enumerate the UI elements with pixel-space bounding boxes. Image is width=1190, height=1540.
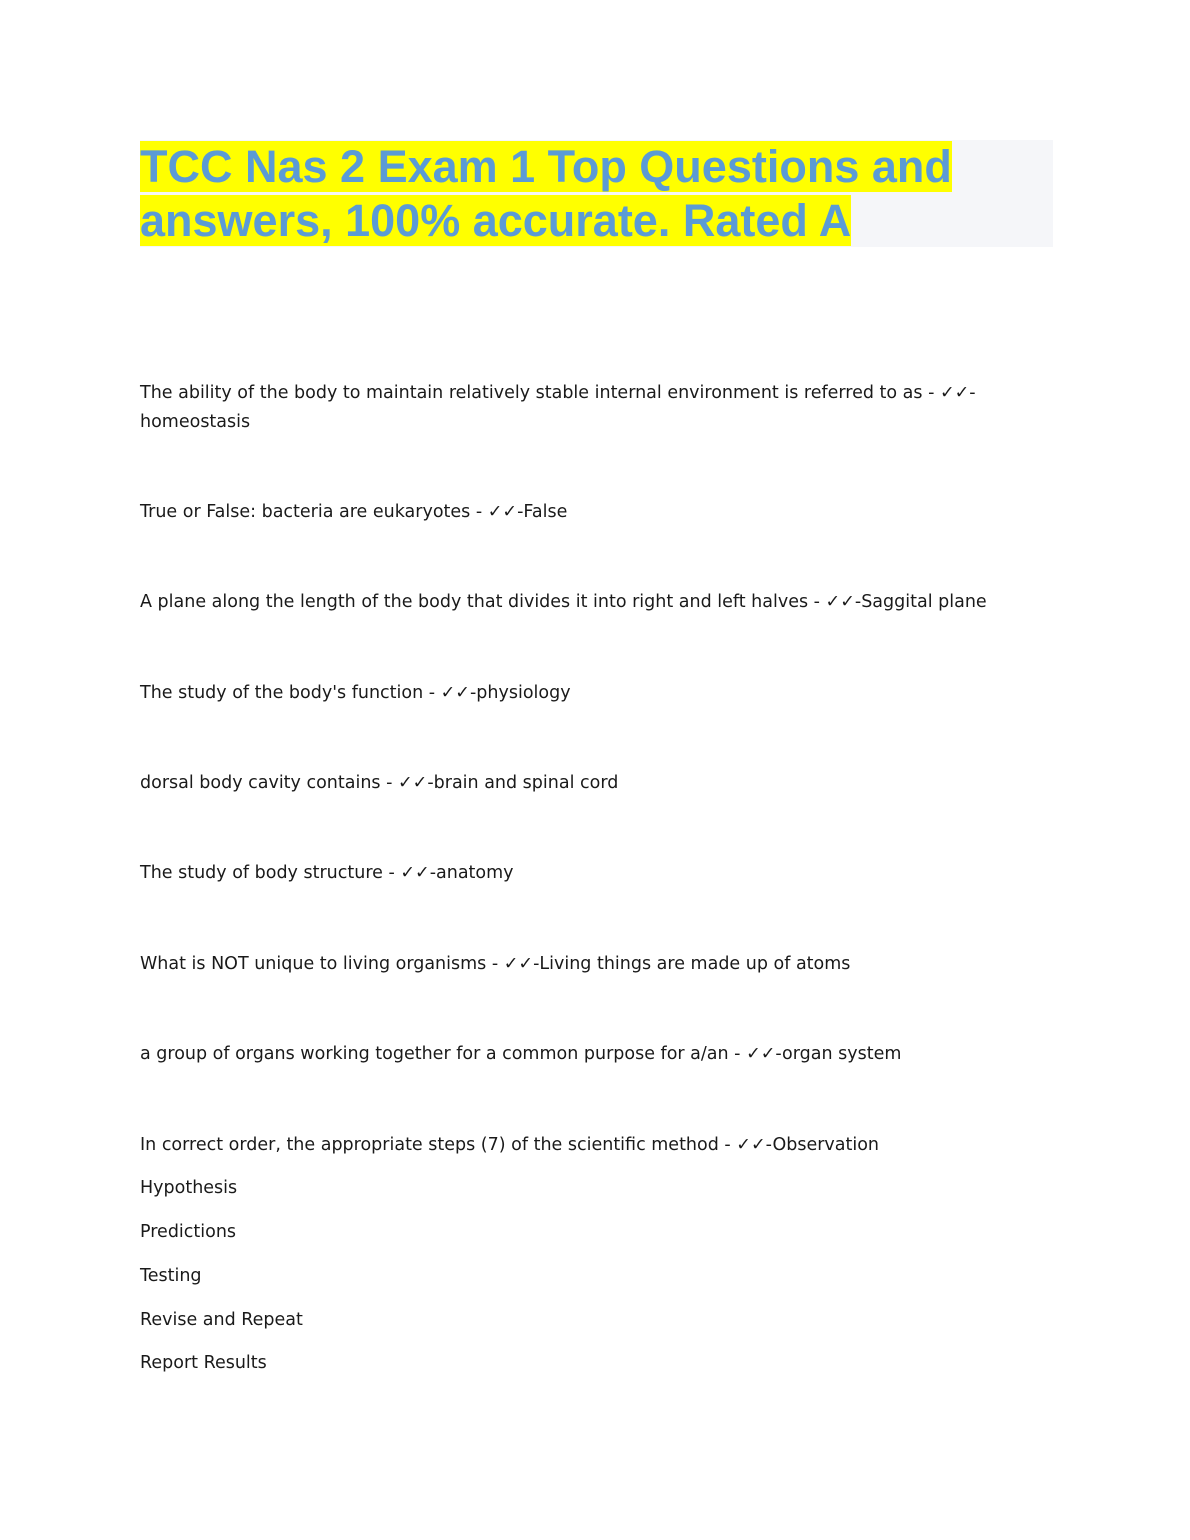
qa-item: True or False: bacteria are eukaryotes - ✓✓-False: [140, 502, 568, 522]
qa-item: In correct order, the appropriate steps (7) of the scientific method - ✓✓-Observation: [140, 1135, 880, 1155]
question-text: A plane along the length of the body that divides it into right and left halves: [140, 592, 809, 612]
continuation-line: Revise and Repeat: [140, 1310, 303, 1330]
answer-text: brain and spinal cord: [433, 773, 619, 793]
title-block: [140, 140, 1053, 247]
qa-item: The ability of the body to maintain relatively stable internal environment is referred to as - ✓✓- homeostasis: [140, 383, 976, 432]
check-icon: ✓✓: [939, 383, 970, 403]
qa-item: The study of the body's function - ✓✓-physiology: [140, 683, 571, 703]
qa-item: The study of body structure - ✓✓-anatomy: [140, 863, 514, 883]
answer-text: homeostasis: [140, 412, 251, 432]
qa-item: A plane along the length of the body that divides it into right and left halves - ✓✓-Saggital plane: [140, 592, 987, 612]
check-icon: ✓✓: [825, 592, 855, 612]
check-icon: ✓✓: [440, 683, 470, 703]
continuation-line: Testing: [140, 1266, 202, 1286]
check-icon: ✓✓: [398, 773, 428, 793]
check-icon: ✓✓: [736, 1135, 766, 1155]
qa-item: dorsal body cavity contains - ✓✓-brain and spinal cord: [140, 773, 619, 793]
check-icon: ✓✓: [400, 863, 430, 883]
question-text: dorsal body cavity contains: [140, 773, 381, 793]
question-text: The study of body structure: [140, 863, 383, 883]
question-text: What is NOT unique to living organisms: [140, 954, 487, 974]
answer-text: Observation: [772, 1135, 880, 1155]
answer-text: Saggital plane: [861, 592, 987, 612]
answer-text: Living things are made up of atoms: [539, 954, 851, 974]
question-text: The ability of the body to maintain relatively stable internal environment is referred to as: [140, 383, 923, 403]
document-title: [140, 140, 1000, 247]
answer-text: organ system: [782, 1044, 902, 1064]
check-icon: ✓✓: [487, 502, 518, 522]
continuation-line: Report Results: [140, 1353, 267, 1373]
answer-text: anatomy: [436, 863, 514, 883]
question-text: The study of the body's function: [140, 683, 424, 703]
check-icon: ✓✓: [503, 954, 534, 974]
answer-text: physiology: [476, 683, 571, 703]
qa-item: What is NOT unique to living organisms - ✓✓-Living things are made up of atoms: [140, 954, 851, 974]
qa-item: a group of organs working together for a common purpose for a/an - ✓✓-organ system: [140, 1044, 902, 1064]
continuation-line: Predictions: [140, 1222, 237, 1242]
question-text: a group of organs working together for a common purpose for a/an: [140, 1044, 729, 1064]
check-icon: ✓✓: [746, 1044, 776, 1064]
question-text: True or False: bacteria are eukaryotes: [140, 502, 471, 522]
title-highlight: TCC Nas 2 Exam 1 Top Questions and answers, 100% accurate. Rated A: [140, 141, 952, 246]
question-text: In correct order, the appropriate steps (7) of the scientific method: [140, 1135, 719, 1155]
continuation-line: Hypothesis: [140, 1178, 238, 1198]
answer-text: False: [523, 502, 568, 522]
